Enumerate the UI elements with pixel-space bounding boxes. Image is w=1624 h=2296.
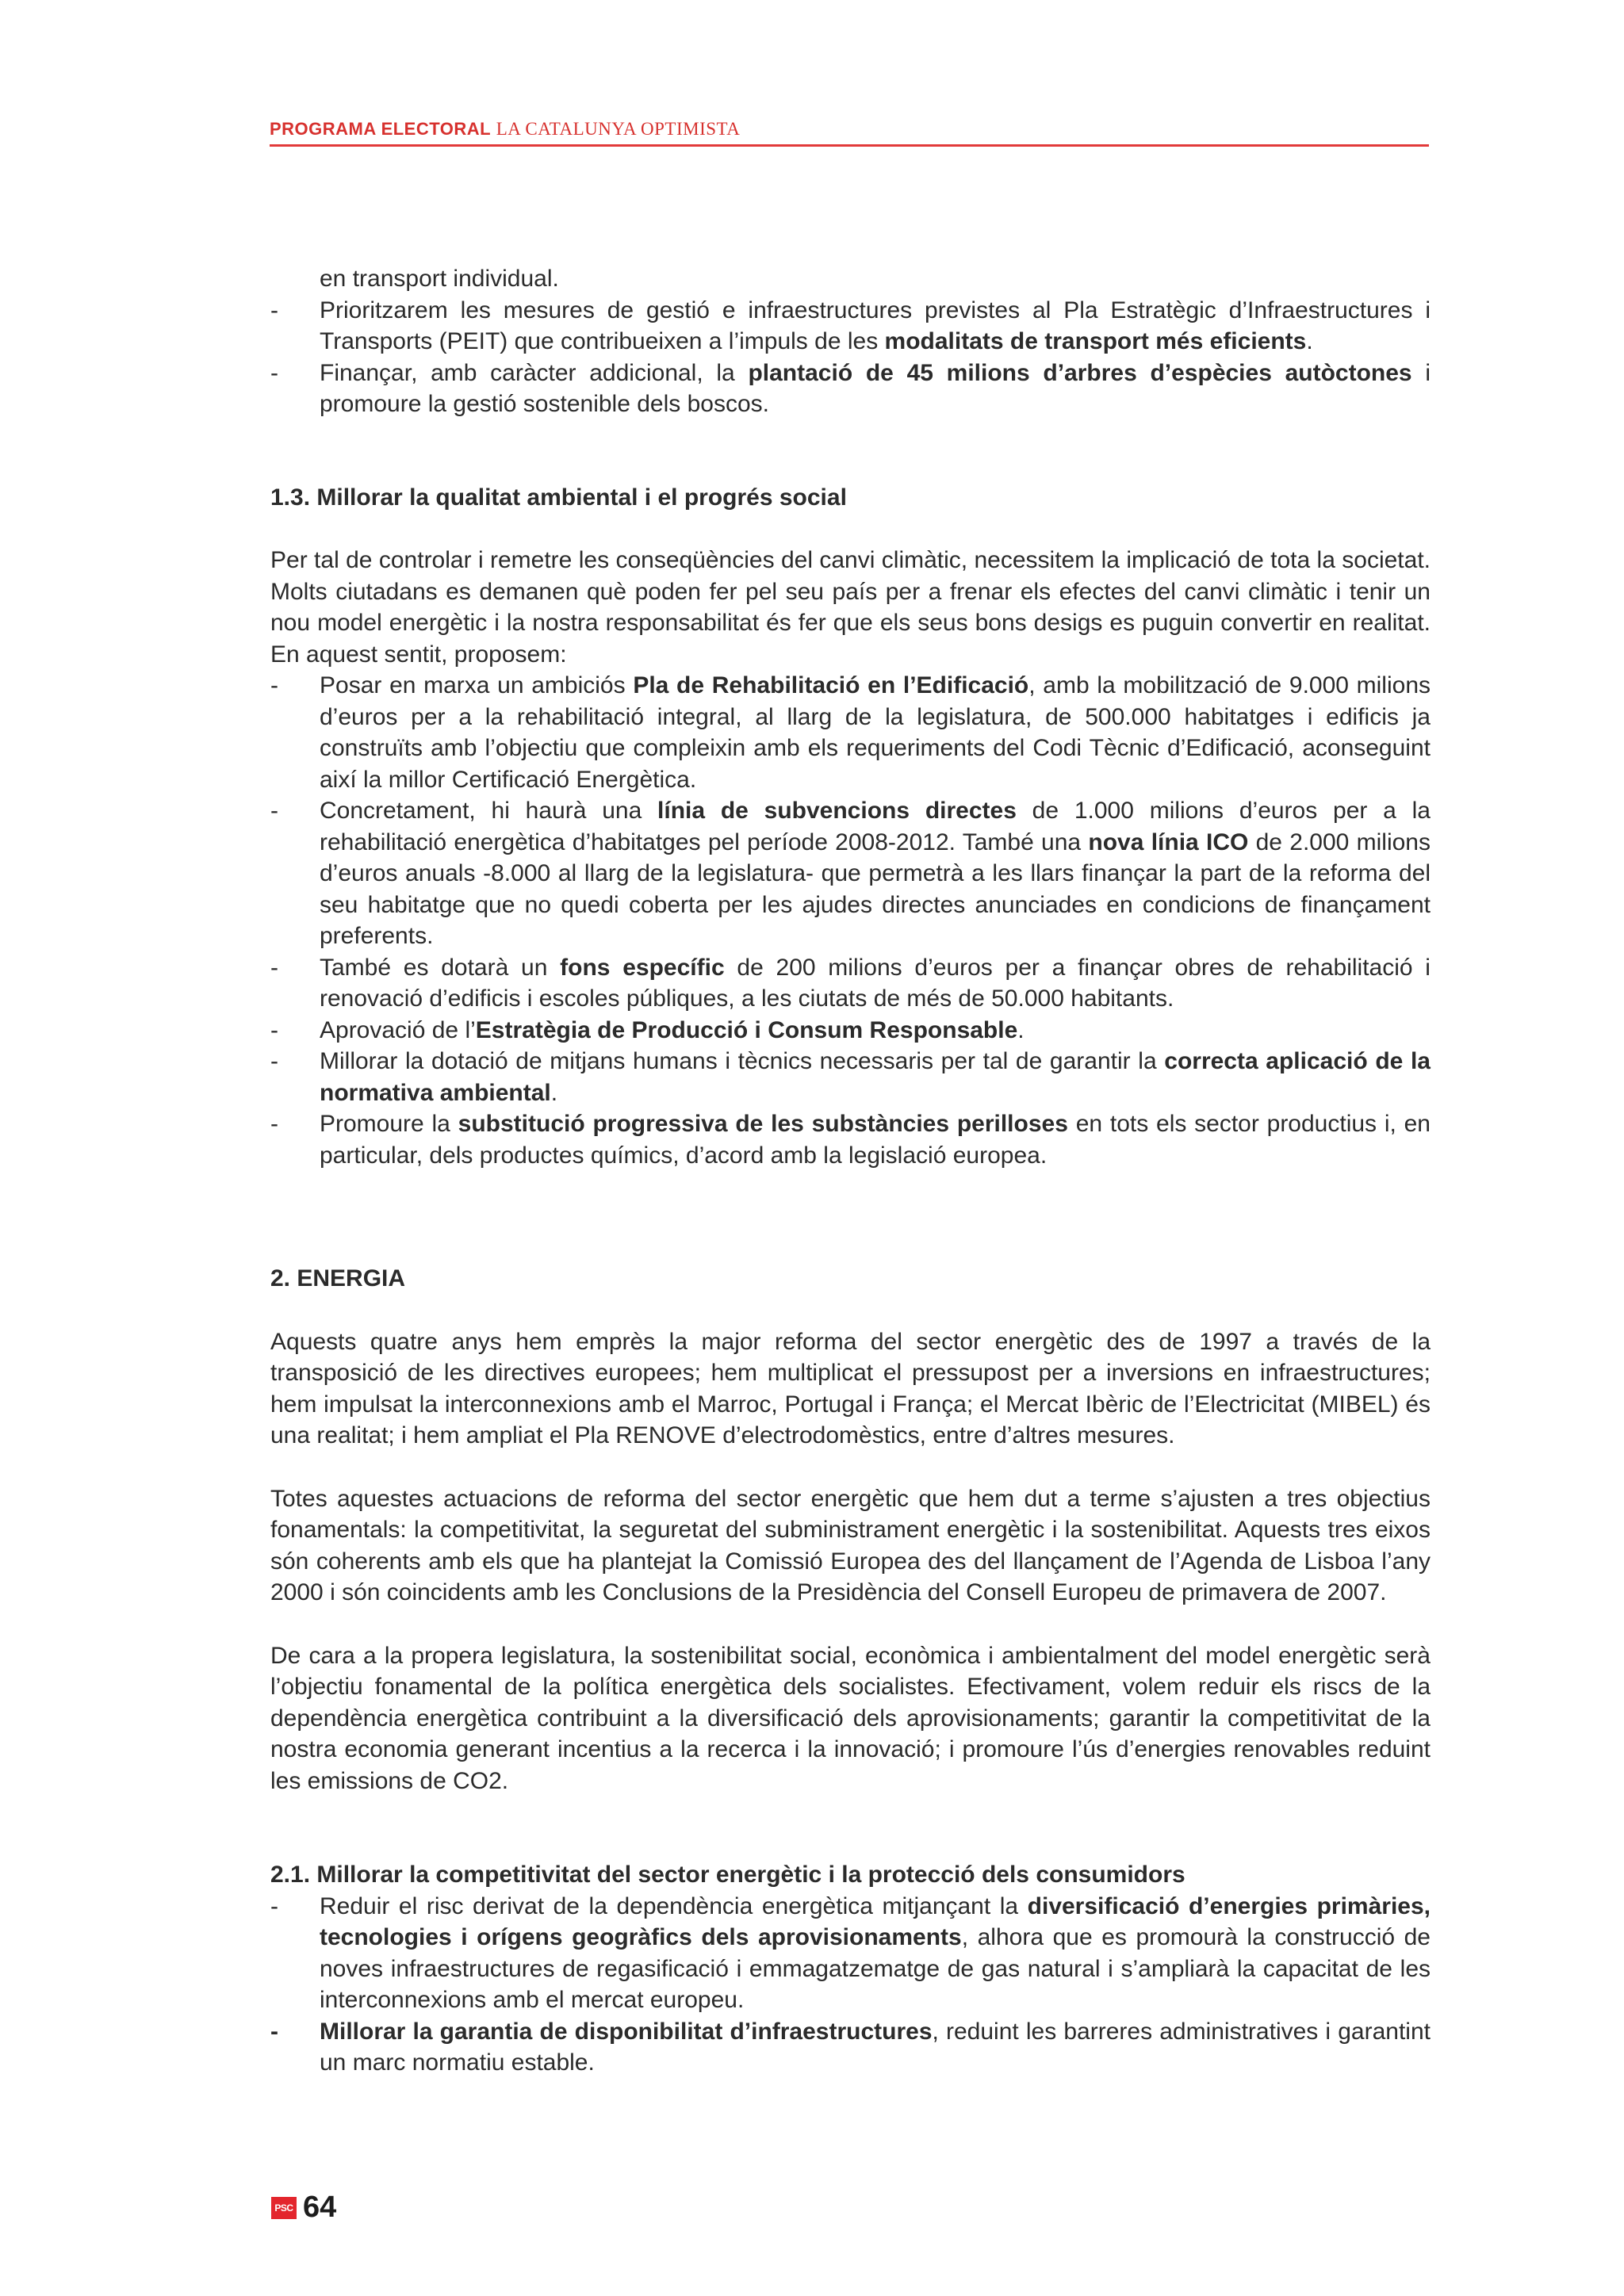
header-campaign-label: LA CATALUNYA OPTIMISTA [496,119,741,139]
bullet-dash: - [270,954,278,981]
bullet-continuation: en transport individual. [320,266,559,292]
page-footer [271,2191,336,2225]
psc-logo: PSC [271,2197,297,2219]
page-number: 64 [303,2191,337,2224]
bullet-subsidies: - Concretament, hi haurà una línia de subvencions directes de 1.000 milions d’euros per a la rehabilitació energètica d’habitatges pel període 2008-2012. També una nova línia ICO de 2.000 milions d’euros anuals -8.000 al llarg de la legislatura- que permetrà a les llars finançar la part de la reforma del seu habitatge que no quedi coberta per les ajudes directes anunciades en condicions de finançament preferents. [270,795,1431,952]
paragraph-energy-objectives: Totes aquestes actuacions de reforma del sector energètic que hem dut a terme s’ajusten a tres objectius fonamentals: la competitivitat, la seguretat del subministrament energètic i la sostenibilitat. Aquests tres eixos són coherents amb els que ha plantejat la Comissió Europea des del llançament de l’Agenda de Lisboa l’any 2000 i són coincidents amb les Conclusions de la Presidència del Consell Europeu de primavera de 2007. [270,1485,1431,1605]
running-header [270,119,1429,147]
bullet-strategy: - Aprovació de l’Estratègia de Producció i Consum Responsable. [270,1015,1431,1047]
bullet-dash: - [270,1048,278,1074]
bullet-dash: - [270,2018,278,2045]
paragraph-energy-reform: Aquests quatre anys hem emprès la major reforma del sector energètic des de 1997 a través de la transposició de les directives europees; hem multiplicat el pressupost per a inversions en infraestructures; hem impulsat la interconnexions amb el Marroc, Portugal i França; el Mercat Ibèric de l’Electricitat (MIBEL) és una realitat; i hem ampliat el Pla RENOVE d’electrodomèstics, entre d’altres mesures. [270,1328,1431,1448]
bullet-hazardous-substances: - Promoure la substitució progressiva de les substàncies perilloses en tots els sector productius i, en particular, dels productes químics, d’acord amb la legislació europea. [270,1108,1431,1171]
bullet-dash: - [270,798,278,824]
bullet-infrastructure-availability: - Millorar la garantia de disponibilitat d’infraestructures, reduint les barreres administratives i garantint un marc normatiu estable. [270,2016,1431,2079]
bullet-peit: - Prioritzarem les mesures de gestió e infraestructures previstes al Pla Estratègic d’Infraestructures i Transports (PEIT) que contribueixen a l’impuls de les modalitats de transport més eficients. [270,295,1431,358]
bullet-dash: - [270,1892,278,1919]
bullet-tree-planting: - Finançar, amb caràcter addicional, la plantació de 45 milions d’arbres d’espècies autòctones i promoure la gestió sostenible dels boscos. [270,358,1431,420]
bullet-environmental-regulation: - Millorar la dotació de mitjans humans i tècnics necessaris per tal de garantir la correcta aplicació de la normativa ambiental. [270,1046,1431,1108]
header-program-label: PROGRAMA ELECTORAL [270,119,492,139]
section-heading-2-1: 2.1. Millorar la competitivitat del sector energètic i la protecció dels consumidors [270,1862,1185,1888]
bullet-dash: - [270,297,278,323]
bullet-rehabilitation-plan: - Posar en marxa un ambiciós Pla de Rehabilitació en l’Edificació, amb la mobilització de 9.000 milions d’euros per a la rehabilitació integral, al llarg de la legislatura, de 500.000 habitatges i edificis ja construïts amb l’objectiu que compleixin amb els requeriments del Codi Tècnic d’Edificació, aconseguint així la millor Certificació Energètica. [270,670,1431,795]
section-heading-2: 2. ENERGIA [270,1265,406,1292]
bullet-dash: - [270,359,278,386]
section-heading-1-3: 1.3. Millorar la qualitat ambiental i el progrés social [270,484,847,511]
bullet-dash: - [270,1016,278,1043]
bullet-specific-fund: - També es dotarà un fons específic de 200 milions d’euros per a finançar obres de rehabilitació i renovació d’edificis i escoles públiques, a les ciutats de més de 50.000 habitants. [270,952,1431,1015]
bullet-diversification: - Reduir el risc derivat de la dependència energètica mitjançant la diversificació d’energies primàries, tecnologies i orígens geogràfics dels aprovisionaments, alhora que es promourà la construcció de noves infraestructures de regasificació i emmagatzematge de gas natural i s’ampliarà la capacitat de les interconnexions amb el mercat europeu. [270,1891,1431,2016]
page-content [270,263,1431,2079]
bullet-dash: - [270,1111,278,1137]
bullet-dash: - [270,672,278,698]
paragraph-1-3-intro: Per tal de controlar i remetre les conseqüències del canvi climàtic, necessitem la implicació de tota la societat. Molts ciutadans es demanen què poden fer pel seu país per a frenar els efectes del canvi climàtic i tenir un nou model energètic i la nostra responsabilitat és fer que els seus bons desigs es puguin convertir en realitat. En aquest sentit, proposem: [270,547,1431,668]
paragraph-energy-legislature: De cara a la propera legislatura, la sostenibilitat social, econòmica i ambientalment del model energètic serà l’objectiu fonamental de la política energètica dels socialistes. Efectivament, volem reduir els riscs de la dependència energètica contribuint a la diversificació dels aprovisionaments; garantir la competitivitat de la nostra economia generant incentius a la recerca i la innovació; i promoure l’ús d’energies renovables reduint les emissions de CO2. [270,1642,1431,1794]
